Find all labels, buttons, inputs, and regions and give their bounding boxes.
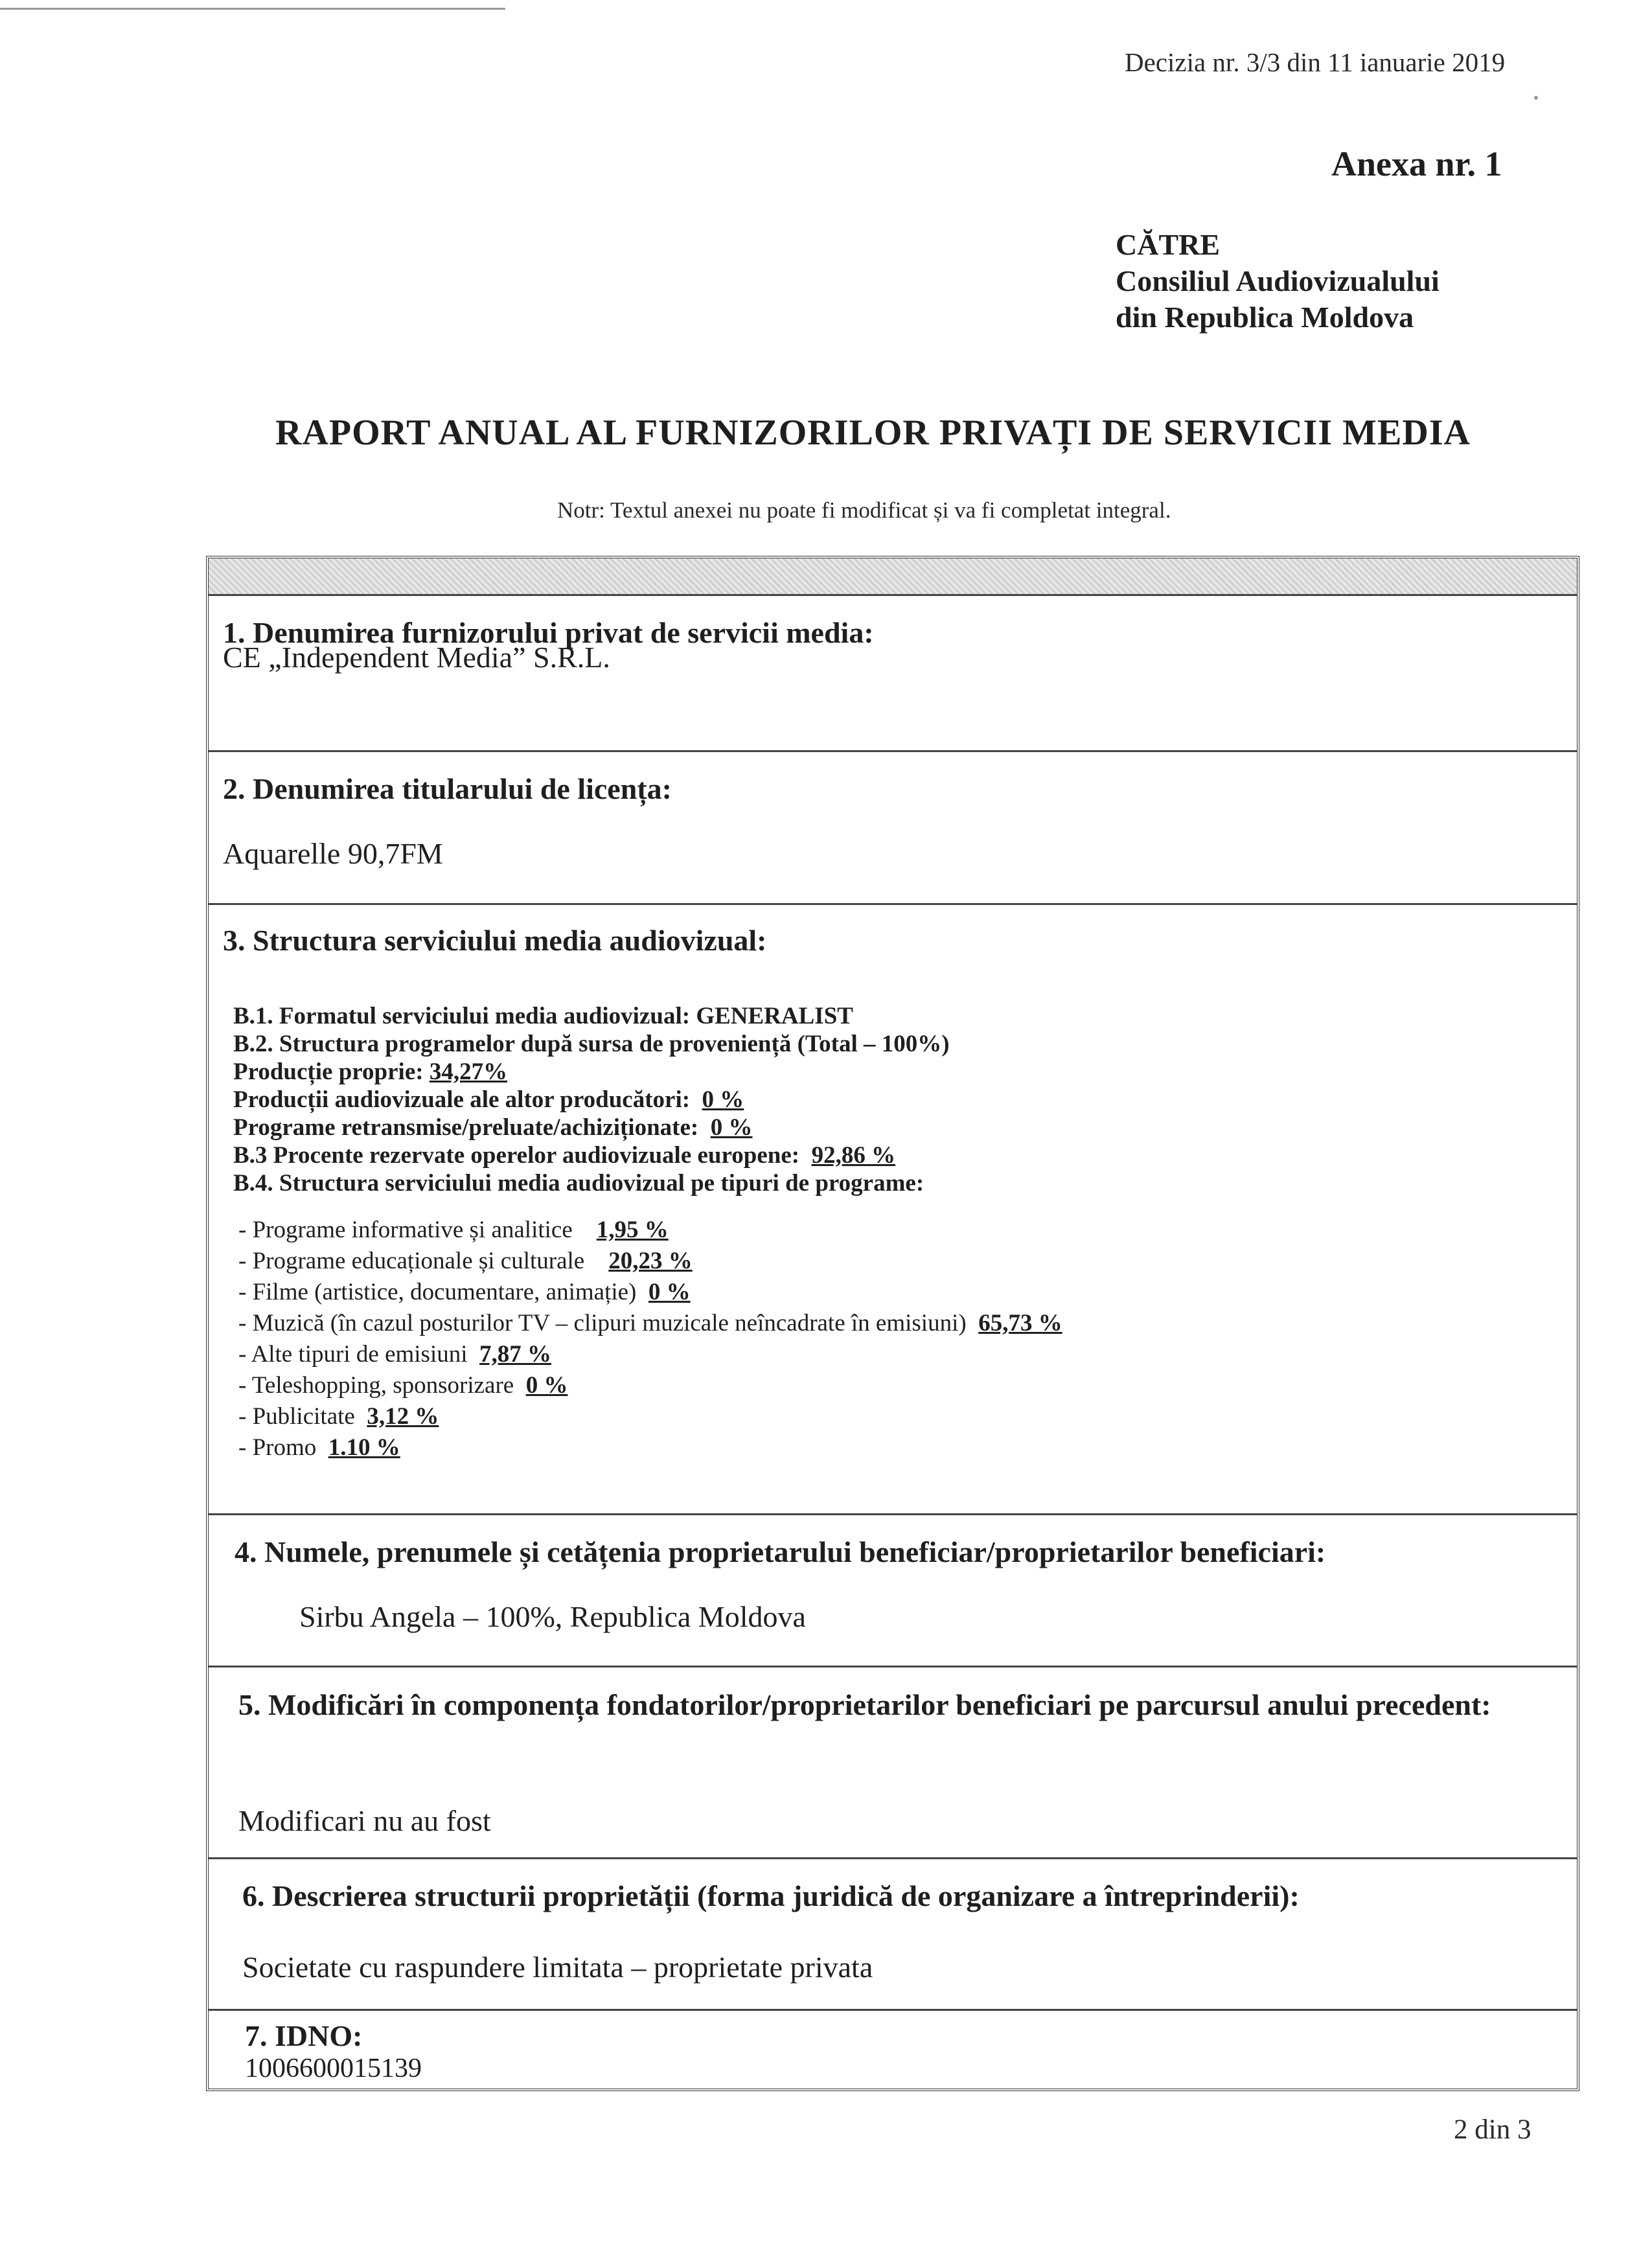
- b1-line: [233, 1002, 950, 1030]
- program-type-label: - Promo: [238, 1434, 317, 1461]
- program-type-value: 7,87 %: [479, 1341, 552, 1368]
- report-title: RAPORT ANUAL AL FURNIZORILOR PRIVAȚI DE SERVICII MEDIA: [275, 413, 1471, 453]
- section-idno: [209, 2011, 1577, 2089]
- recipient-line-2: Consiliul Audiovizualului: [1116, 264, 1440, 297]
- program-type-item: [238, 1277, 1062, 1308]
- own-production-value: 34,27%: [429, 1059, 508, 1085]
- report-note: Notr: Textul anexei nu poate fi modificat și va fi completat integral.: [557, 498, 1171, 523]
- own-production-line: [233, 1058, 950, 1086]
- section-3-heading: 3. Structura serviciului media audiovizual:: [223, 924, 767, 957]
- page-number: 2 din 3: [1454, 2114, 1532, 2145]
- section-6-heading: 6. Descrierea structurii proprietății (forma juridică de organizare a întreprinderii):: [242, 1879, 1300, 1912]
- other-producers-line: [233, 1086, 950, 1114]
- report-form-table: [206, 556, 1579, 2091]
- b3-line: [233, 1141, 950, 1169]
- program-type-label: - Programe educaționale și culturale: [238, 1248, 585, 1274]
- program-type-item: [238, 1401, 1062, 1432]
- section-5-value: Modificari nu au fost: [238, 1804, 491, 1837]
- b3-label: B.3 Procente rezervate operelor audiovizuale europene:: [233, 1142, 800, 1169]
- b4-line: B.4. Structura serviciului media audiovizual pe tipuri de programe:: [233, 1170, 924, 1197]
- program-type-item: [238, 1432, 1062, 1463]
- annex-label: Anexa nr. 1: [1331, 144, 1502, 183]
- program-type-label: - Publicitate: [238, 1403, 355, 1430]
- b2-line: B.2. Structura programelor după sursa de proveniență (Total – 100%): [233, 1031, 950, 1057]
- retransmitted-value: 0 %: [710, 1114, 753, 1141]
- program-type-value: 0 %: [525, 1372, 568, 1399]
- decision-reference: Decizia nr. 3/3 din 11 ianuarie 2019: [1125, 47, 1506, 77]
- section-service-structure: [209, 905, 1577, 1515]
- own-production-label: Producție proprie:: [233, 1059, 424, 1085]
- b1-label: B.1. Formatul serviciului media audiovizual:: [233, 1003, 691, 1029]
- b1-value: GENERALIST: [696, 1003, 853, 1029]
- program-type-label: - Alte tipuri de emisiuni: [238, 1341, 468, 1368]
- program-type-item: [238, 1339, 1062, 1370]
- retransmitted-line: [233, 1114, 950, 1141]
- recipient-line-3: din Republica Moldova: [1116, 301, 1414, 334]
- other-producers-value: 0 %: [702, 1086, 744, 1113]
- section-7-value: 1006600015139: [245, 2054, 422, 2083]
- section-1-value: CE „Independent Media” S.R.L.: [223, 641, 610, 674]
- section-4-value: Sirbu Angela – 100%, Republica Moldova: [299, 1600, 806, 1633]
- shaded-header-row: [209, 558, 1577, 596]
- program-type-item: [238, 1370, 1062, 1401]
- program-type-label: - Muzică (în cazul posturilor TV – clipuri muzicale neîncadrate în emisiuni): [238, 1310, 967, 1336]
- section-5-heading: 5. Modificări în componența fondatorilor/proprietarilor beneficiari pe parcursul anului precedent:: [238, 1688, 1491, 1721]
- section-1-heading: 1. Denumirea furnizorului privat de servicii media:: [223, 616, 874, 649]
- b3-value: 92,86 %: [811, 1142, 896, 1169]
- scan-edge-line: [0, 8, 505, 10]
- recipient-line-1: CĂTRE: [1116, 228, 1221, 261]
- program-type-label: - Teleshopping, sponsorizare: [238, 1372, 514, 1399]
- recipient-block: [1116, 227, 1440, 336]
- section-provider-name: [209, 596, 1577, 752]
- section-6-value: Societate cu raspundere limitata – proprietate privata: [242, 1951, 873, 1984]
- program-type-value: 20,23 %: [608, 1248, 693, 1274]
- program-type-value: 0 %: [648, 1279, 691, 1305]
- program-type-value: 3,12 %: [367, 1403, 439, 1430]
- section-2-heading: 2. Denumirea titularului de licența:: [223, 772, 672, 805]
- program-type-value: 1,95 %: [596, 1217, 669, 1243]
- structure-details: [233, 1002, 950, 1197]
- program-type-label: - Programe informative și analitice: [238, 1217, 573, 1243]
- program-type-item: [238, 1246, 1062, 1277]
- section-license-holder: [209, 752, 1577, 905]
- section-4-heading: 4. Numele, prenumele și cetățenia proprietarului beneficiar/proprietarilor beneficiari:: [235, 1535, 1326, 1568]
- section-ownership-changes: [209, 1667, 1577, 1859]
- section-beneficial-owners: [209, 1515, 1577, 1667]
- section-7-heading: 7. IDNO:: [245, 2019, 363, 2052]
- scan-speck: [1534, 96, 1538, 100]
- program-type-item: [238, 1308, 1062, 1339]
- section-ownership-structure: [209, 1859, 1577, 2011]
- program-type-item: [238, 1215, 1062, 1246]
- other-producers-label: Producții audiovizuale ale altor producători:: [233, 1086, 691, 1113]
- program-type-label: - Filme (artistice, documentare, animație): [238, 1279, 637, 1305]
- retransmitted-label: Programe retransmise/preluate/achiziționate:: [233, 1114, 699, 1141]
- program-types-list: [238, 1215, 1062, 1463]
- program-type-value: 1.10 %: [328, 1434, 400, 1461]
- program-type-value: 65,73 %: [978, 1310, 1062, 1336]
- section-2-value: Aquarelle 90,7FM: [223, 837, 443, 870]
